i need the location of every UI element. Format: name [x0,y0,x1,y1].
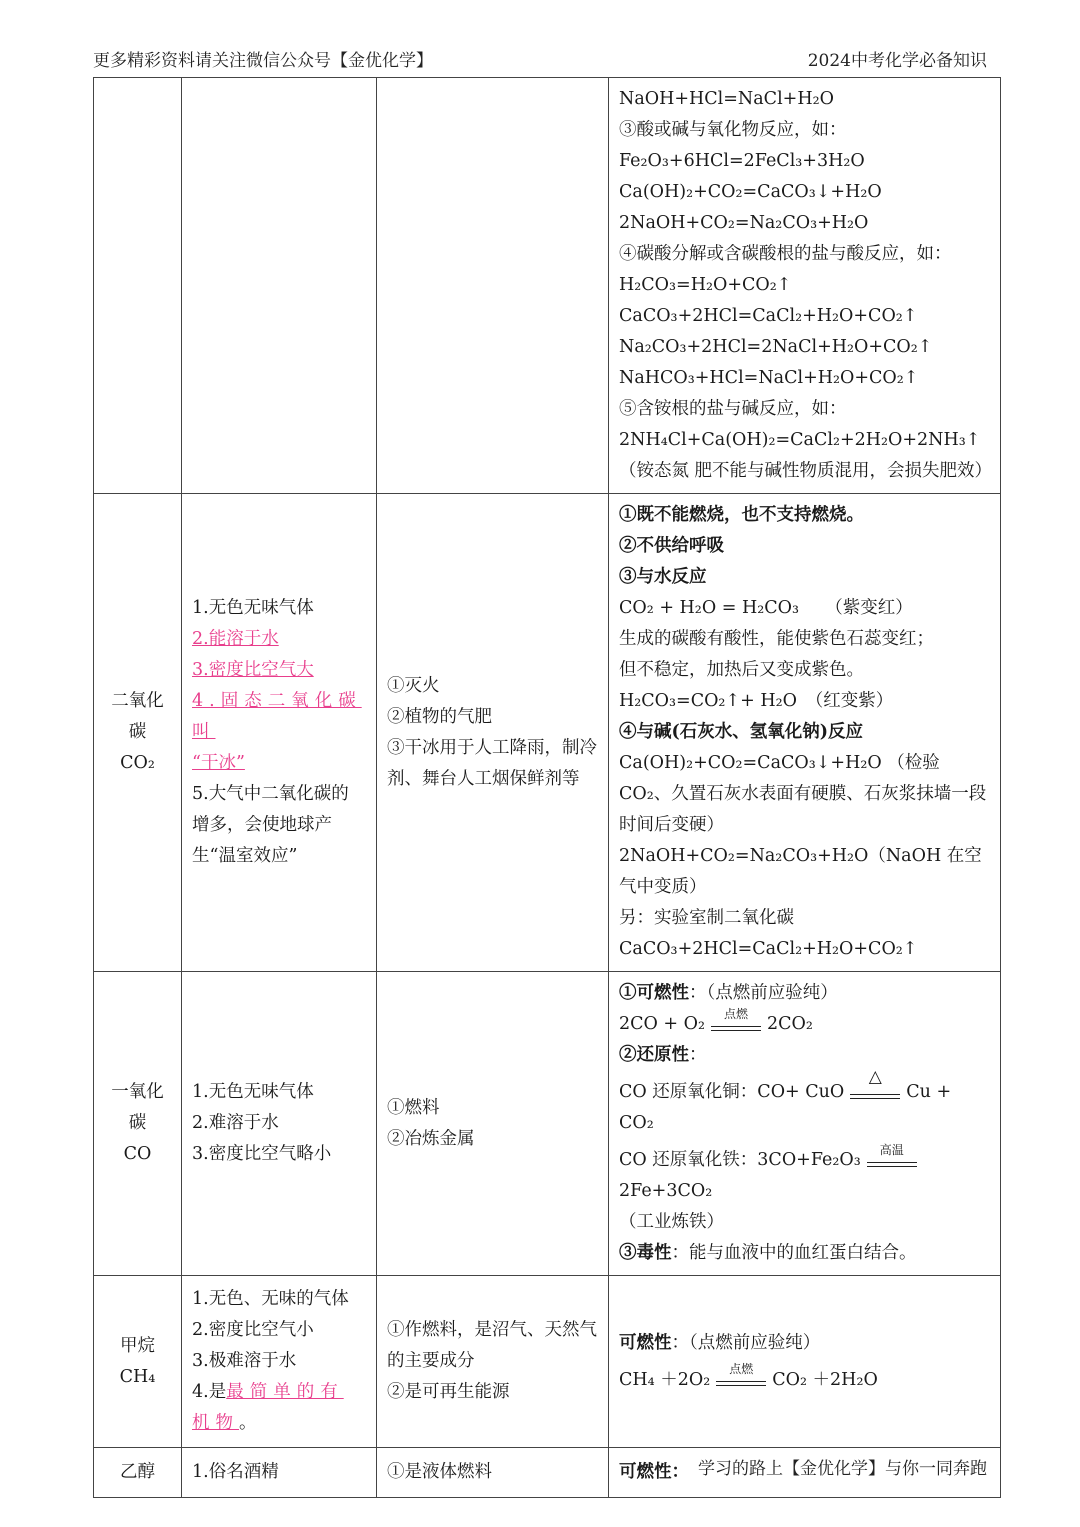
reaction-line: CaCO₃+2HCl=CaCl₂+H₂O+CO₂↑ [619,306,918,326]
substance-name-co: 一氧化 碳 CO [94,972,182,1276]
prop-item: 1.无色无味气体 [192,1082,314,1102]
chemical-properties-co: ①可燃性：（点燃前应验纯） 2CO + O₂ 点燃 2CO₂ ②还原性： CO 还原氧化铜：CO+ CuO △ Cu + CO₂ CO 还原氧化铁：3CO+Fe₂O₃ 高温 2Fe+3CO₂ （工业炼铁） ③毒性：能与血液中的血红蛋白结合。 [609,972,1001,1276]
reaction-condition: △ [848,1079,902,1107]
reaction-condition: 高温 [865,1147,919,1175]
prop-item: 5.大气中二氧化碳的增多，会使地球产生“温室效应” [192,784,349,866]
use-item: ①灭火 [387,675,440,696]
uses-ch4 [377,1276,609,1448]
reaction-line: 2NH₄Cl+Ca(OH)₂=CaCl₂+2H₂O+2NH₃↑（铵态氮 肥不能与碱性物质混用，会损失肥效） [619,430,993,481]
chemical-properties-co2: ①既不能燃烧，也不支持燃烧。 ②不供给呼吸 ③与水反应 CO₂ + H₂O = H₂CO₃ （紫变红） 生成的碳酸有酸性，能使紫色石蕊变红； 但不稳定，加热后又变成紫色。 H₂CO₃=CO₂↑+ H₂O （红变紫） ④与碱(石灰水、氢氧化钠)反应 Ca(OH)₂+CO₂=CaCO₃↓+H₂O （检验 CO₂、久置石灰水表面有硬膜、石灰浆抹墙一段时间后变硬） 2NaOH+CO₂=Na₂CO₃+H₂O（NaOH 在空气中变质） 另：实验室制二氧化碳 CaCO₃+2HCl=CaCl₂+H₂O+CO₂↑ [609,494,1001,972]
properties-ch4 [182,1276,377,1448]
reaction-condition: 点燃 [709,1011,763,1039]
reaction-line: ⑤含铵根的盐与碱反应，如： [619,399,847,419]
prop-item: 4.是最简单的有机物。 [192,1382,344,1433]
footer-text: 学习的路上【金优化学】与你一同奔跑 [698,1459,987,1479]
equation-co-cuo: CO 还原氧化铜：CO+ CuO △ Cu + CO₂ [619,1066,952,1133]
table-row-continuation [94,78,1001,494]
table-row-co2 [94,494,1001,972]
reaction-line: ④碳酸分解或含碳酸根的盐与酸反应，如： [619,244,952,264]
properties-co [182,972,377,1276]
prop-item-highlight: 3.密度比空气大 [192,660,314,680]
reaction-line: NaHCO₃+HCl=NaCl+H₂O+CO₂↑ [619,368,919,388]
substance-name-co2: 二氧化 碳 CO₂ [94,494,182,972]
use-item: ③干冰用于人工降雨，制冷剂、舞台人工烟保鲜剂等 [387,737,597,789]
equation-ch4-combustion: CH₄ ＋2O₂ 点燃 CO₂ ＋2H₂O [619,1365,990,1396]
table-row-ch4 [94,1276,1001,1448]
chemical-properties-ch4: 可燃性：（点燃前应验纯） CH₄ ＋2O₂ 点燃 CO₂ ＋2H₂O [609,1276,1001,1448]
substance-name-ethanol: 乙醇 [94,1448,182,1498]
properties-co2 [182,494,377,972]
use-item: ②冶炼金属 [387,1128,475,1149]
uses-ethanol: ①是液体燃料 [377,1448,609,1498]
reaction-line: Fe₂O₃+6HCl=2FeCl₃+3H₂O [619,151,865,171]
prop-item-highlight: 4.固态二氧化碳叫 [192,691,362,742]
chemical-properties-ethanol: 可燃性： [609,1448,1001,1498]
reaction-line: Ca(OH)₂+CO₂=CaCO₃↓+H₂O [619,182,882,202]
properties-ethanol: 1.俗名酒精 [182,1448,377,1498]
chemistry-table [93,77,1001,1498]
reaction-condition: 点燃 [714,1366,768,1394]
reactions-list-cell [609,78,1001,494]
reaction-line: ③酸或碱与氧化物反应，如： [619,120,847,140]
cell-empty [94,78,182,494]
prop-item: 2.密度比空气小 [192,1320,314,1340]
reaction-line: NaOH+HCl=NaCl+H₂O [619,89,834,109]
prop-item-highlight: “干冰” [192,753,245,773]
reaction-line: 2NaOH+CO₂=Na₂CO₃+H₂O [619,213,869,233]
equation-co-combustion: 2CO + O₂ 点燃 2CO₂ [619,1009,990,1040]
uses-co [377,972,609,1276]
use-item: ①燃料 [387,1097,440,1118]
uses-co2 [377,494,609,972]
cell-empty [377,78,609,494]
prop-item: 3.密度比空气略小 [192,1144,332,1164]
prop-item-highlight: 2.能溶于水 [192,629,279,649]
reaction-line: H₂CO₃=H₂O+CO₂↑ [619,275,792,295]
equation-co-fe2o3: CO 还原氧化铁：3CO+Fe₂O₃ 高温 2Fe+3CO₂ [619,1145,990,1207]
prop-item: 2.难溶于水 [192,1113,279,1133]
prop-item: 3.极难溶于水 [192,1351,297,1371]
reaction-line: Na₂CO₃+2HCl=2NaCl+H₂O+CO₂↑ [619,337,933,357]
prop-item: 1.无色、无味的气体 [192,1289,349,1309]
cell-empty [182,78,377,494]
table-row-co [94,972,1001,1276]
use-item: ①作燃料，是沼气、天然气的主要成分 [387,1320,597,1371]
substance-name-ch4: 甲烷 CH₄ [94,1276,182,1448]
use-item: ②是可再生能源 [387,1382,510,1402]
prop-item: 1.无色无味气体 [192,598,314,618]
header-right: 2024中考化学必备知识 [807,51,987,71]
header-left: 更多精彩资料请关注微信公众号【金优化学】 [93,51,433,71]
use-item: ②植物的气肥 [387,706,492,727]
